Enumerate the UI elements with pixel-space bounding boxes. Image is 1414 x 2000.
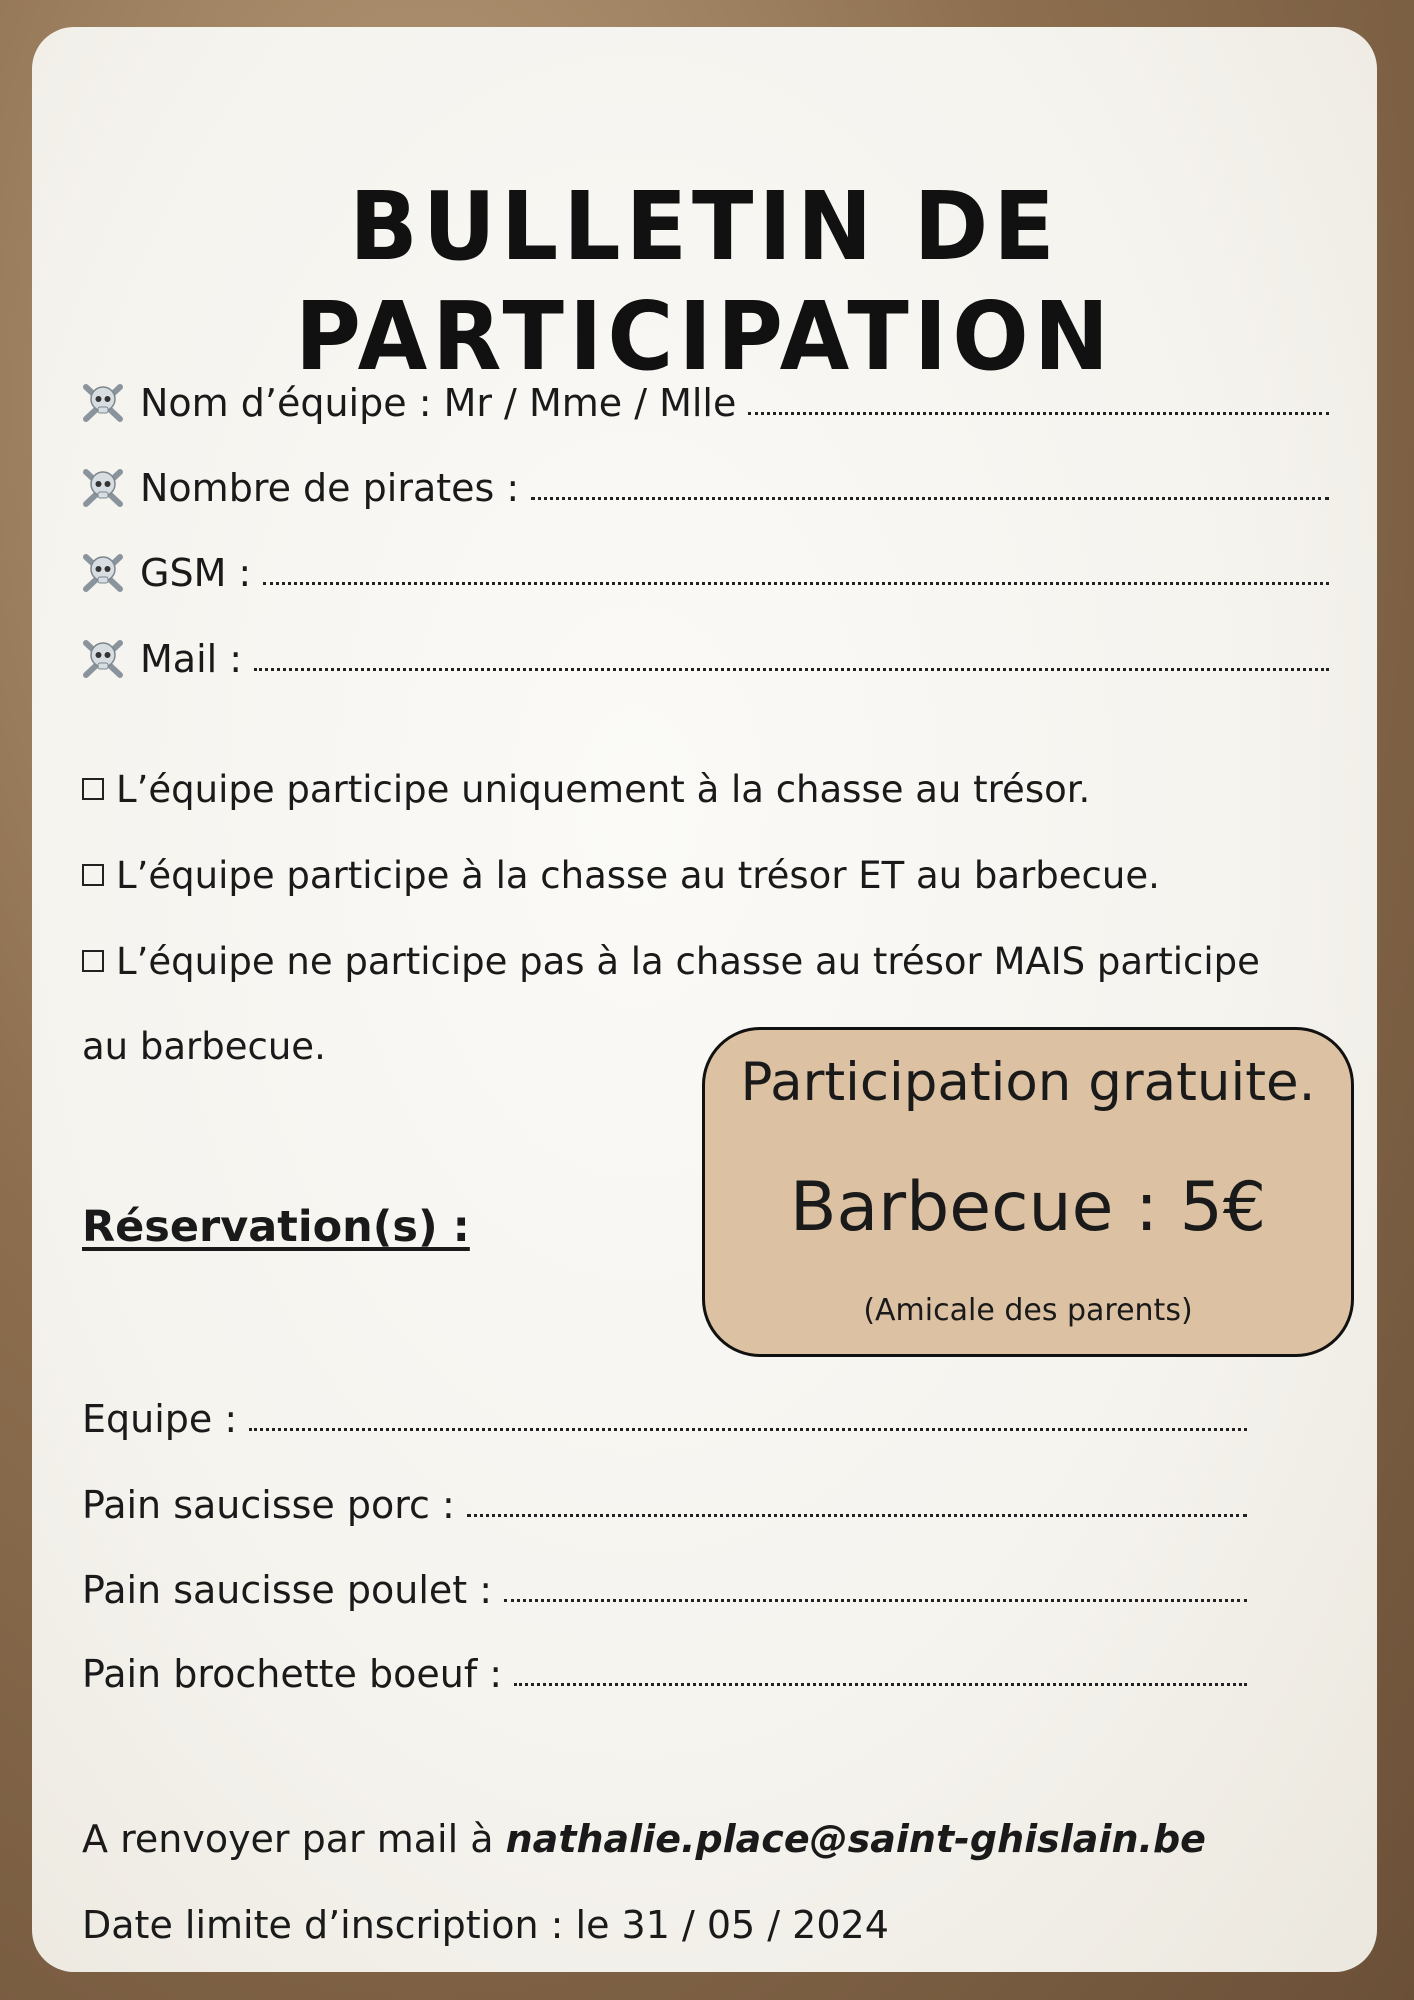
barbecue-price: Barbecue : 5€ — [789, 1168, 1267, 1247]
field-mail — [80, 625, 1329, 681]
checkbox[interactable] — [82, 778, 104, 800]
field-label: Mail : — [140, 637, 243, 681]
organizer-note: (Amicale des parents) — [863, 1293, 1193, 1328]
contact-email-link[interactable]: nathalie.place@saint-ghislain.be — [505, 1817, 1206, 1861]
chicken-sausage-input-line[interactable] — [504, 1598, 1247, 1602]
team-name-input-line[interactable] — [748, 411, 1329, 415]
field-pirate-count — [80, 454, 1329, 510]
gsm-input-line[interactable] — [263, 581, 1329, 585]
option-treasure-only[interactable] — [82, 747, 1277, 833]
free-participation-text: Participation gratuite. — [740, 1052, 1316, 1113]
option-label: L’équipe ne participe pas à la chasse au trésor MAIS participe — [116, 940, 1260, 983]
reservation-pork — [82, 1475, 1247, 1527]
checkbox[interactable] — [82, 864, 104, 886]
option-label-continued: au barbecue. — [82, 1025, 326, 1068]
team-reservation-input-line[interactable] — [249, 1427, 1247, 1431]
reservation-team — [82, 1389, 1247, 1441]
field-team-name — [80, 369, 1329, 425]
skull-crossbones-icon — [80, 464, 126, 510]
option-label: L’équipe participe à la chasse au trésor ET au barbecue. — [116, 854, 1160, 897]
mail-input-line[interactable] — [254, 667, 1329, 671]
beef-skewer-input-line[interactable] — [514, 1682, 1247, 1686]
option-bbq-only[interactable] — [82, 919, 1277, 1005]
price-info-box — [702, 1027, 1354, 1357]
reservations-heading: Réservation(s) : — [82, 1202, 470, 1252]
reservation-beef — [82, 1644, 1247, 1696]
registration-deadline: Date limite d’inscription : le 31 / 05 / 2024 — [82, 1903, 889, 1947]
field-label: Nombre de pirates : — [140, 466, 520, 510]
send-instructions — [82, 1817, 1206, 1861]
reservation-label: Equipe : — [82, 1397, 238, 1441]
field-label: Nom d’équipe : Mr / Mme / Mlle — [140, 381, 737, 425]
skull-crossbones-icon — [80, 549, 126, 595]
reservation-label: Pain saucisse poulet : — [82, 1568, 493, 1612]
form-sheet — [32, 27, 1377, 1972]
option-treasure-and-bbq[interactable] — [82, 833, 1277, 919]
pirate-count-input-line[interactable] — [531, 496, 1329, 500]
page-title: BULLETIN DE PARTICIPATION — [294, 171, 1115, 393]
option-label: L’équipe participe uniquement à la chasse au trésor. — [116, 768, 1091, 811]
pork-sausage-input-line[interactable] — [467, 1513, 1247, 1517]
field-label: GSM : — [140, 551, 252, 595]
field-gsm — [80, 539, 1329, 595]
reservation-chicken — [82, 1560, 1247, 1612]
skull-crossbones-icon — [80, 379, 126, 425]
reservation-label: Pain saucisse porc : — [82, 1483, 455, 1527]
checkbox[interactable] — [82, 950, 104, 972]
send-prefix: A renvoyer par mail à — [82, 1817, 494, 1861]
reservation-label: Pain brochette boeuf : — [82, 1652, 503, 1696]
skull-crossbones-icon — [80, 635, 126, 681]
